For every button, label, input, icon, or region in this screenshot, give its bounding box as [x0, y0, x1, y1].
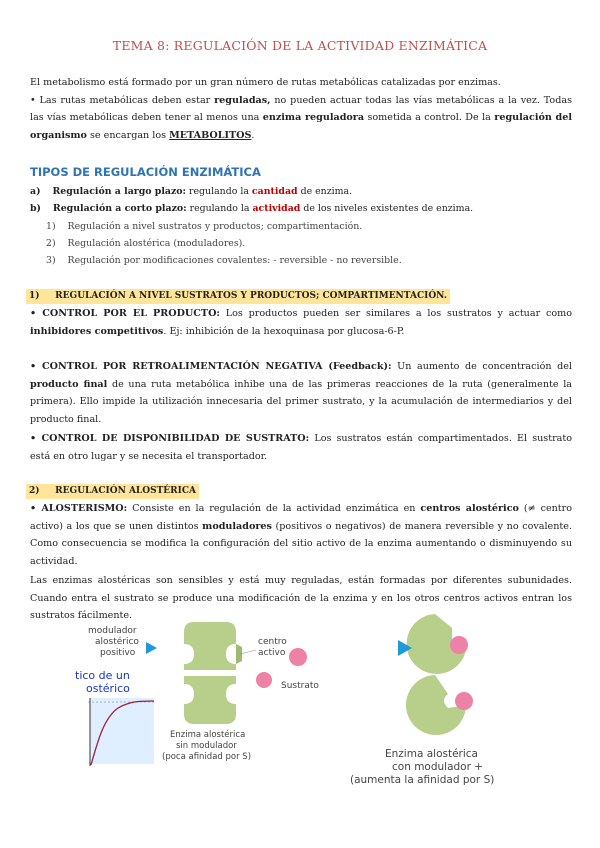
- enzyme-with-modulator: [398, 614, 473, 735]
- substrate-circle-2: [256, 672, 272, 688]
- intro-bold-regulacion: regulación del organismo: [30, 112, 572, 141]
- sub-text: Regulación alostérica (moduladores).: [67, 238, 246, 249]
- fig-caption-1b: sin modulador: [176, 741, 237, 751]
- item-bold: Regulación a corto plazo:: [52, 203, 187, 214]
- item-marker: b): [30, 203, 41, 214]
- fig-sustrato-label: Sustrato: [281, 681, 319, 691]
- tipos-sub-list: [46, 218, 402, 269]
- tipos-heading: TIPOS DE REGULACIÓN ENZIMÁTICA: [30, 165, 261, 179]
- intro-paragraph: [30, 74, 572, 144]
- sub-item: [46, 235, 402, 252]
- centro-pointer: [240, 650, 256, 654]
- intro-text: se encargan los: [86, 129, 170, 141]
- s2-paragraph-2: Las enzimas alostéricas son sensibles y está muy reguladas, están formadas por diferentes subunidades. Cuando entra el sustrato se produce una modificación de la enzima y en los otros centros activos entran los sustratos fácilmente.: [30, 575, 572, 621]
- sub-marker: 1): [46, 221, 56, 232]
- allosteric-enzyme-figure: [0, 610, 600, 848]
- fig-centro-label-2: activo: [258, 648, 286, 658]
- p-text: Consiste en la regulación de la actividad enzimática en: [127, 503, 421, 514]
- fig-mod-label-2: alostérico: [95, 637, 139, 647]
- substrate-bound-1: [450, 636, 468, 654]
- section-2-heading: 2) REGULACIÓN ALOSTÉRICA: [26, 484, 199, 499]
- fig-caption-1a: Enzima alostérica: [170, 730, 246, 740]
- intro-text: .: [251, 129, 255, 141]
- fig-centro-label-1: centro: [258, 637, 287, 647]
- tipos-list: [30, 183, 473, 217]
- fig-mod-label-1: modulador: [88, 626, 137, 636]
- page-title: TEMA 8: REGULACIÓN DE LA ACTIVIDAD ENZIMÁTICA: [112, 38, 488, 53]
- intro-line-2: [30, 92, 572, 145]
- item-bold: Regulación a largo plazo:: [52, 186, 187, 197]
- item-text: de enzima.: [297, 186, 353, 197]
- item-text: regulando la: [186, 203, 253, 214]
- enzyme-without-modulator: [184, 622, 242, 724]
- p-bold: centros alostérico: [420, 503, 519, 514]
- p-bold: moduladores: [202, 520, 272, 532]
- item-red: cantidad: [251, 186, 298, 197]
- sub-item: [46, 252, 402, 269]
- p-bold: inhibidores competitivos: [30, 325, 164, 337]
- fig-caption-2a: Enzima alostérica: [385, 748, 478, 760]
- p-text: de una ruta metabólica inhibe una de las primeras reacciones de la ruta (generalmente la primera). Ello impide la utilización innecesaria del primer sustrato, y la acumulación de intermediarios y del producto final.: [30, 378, 572, 425]
- fig-mod-label-3: positivo: [100, 648, 136, 658]
- substrate-circle-1: [289, 648, 307, 666]
- p-bold: producto final: [30, 378, 108, 390]
- tipos-item-b: [30, 200, 473, 217]
- fig-blue-label-1: tico de un: [75, 669, 130, 682]
- p-text: (positivos o negativos) de manera reversible y no covalente. Como consecuencia se modifica la configuración del sitio activo de la enzima aumentando o disminuyendo su actividad.: [30, 520, 572, 567]
- sub-text: Regulación por modificaciones covalentes: - reversible - no reversible.: [67, 255, 402, 266]
- s1-paragraph-2: [30, 358, 572, 428]
- intro-text: no pueden actuar todas las vías metabólicas a la vez. Todas las vías metabólicas deben tener al menos una: [30, 94, 572, 123]
- graph-background: [90, 698, 154, 764]
- enzyme-subunit-bottom: [184, 676, 236, 724]
- intro-bold-metabolitos: METABOLITOS: [169, 129, 252, 141]
- intro-bold-reguladas: reguladas,: [214, 94, 271, 106]
- p-text: Un aumento de concentración del: [391, 361, 572, 372]
- sub-marker: 2): [46, 238, 56, 249]
- sub-item: [46, 218, 402, 235]
- p-bold: • CONTROL DE DISPONIBILIDAD DE SUSTRATO:: [30, 433, 310, 444]
- intro-bold-enzima: enzima reguladora: [262, 112, 365, 123]
- item-red: actividad: [252, 203, 301, 214]
- sub-text: Regulación a nivel sustratos y productos; compartimentación.: [67, 221, 363, 232]
- p-text: Los sustratos están compartimentados. El sustrato está en otro lugar y se necesita el transportador.: [30, 433, 573, 462]
- s2-paragraph-1: [30, 500, 572, 570]
- enzyme-subunit-top: [184, 622, 236, 670]
- substrate-bound-2: [455, 692, 473, 710]
- tipos-item-a: [30, 183, 473, 200]
- fig-caption-1c: (poca afinidad por S): [162, 752, 252, 762]
- s1-paragraph-3: [30, 430, 572, 465]
- p-text: (≠ centro activo) a los que se unen distintos: [30, 503, 573, 532]
- fig-caption-2c: (aumenta la afinidad por S): [350, 774, 495, 786]
- s1-paragraph-1: [30, 305, 572, 340]
- modulator-triangle-icon: [146, 642, 157, 654]
- fig-blue-label-2: ostérico: [86, 682, 130, 695]
- p-bold: • ALOSTERISMO:: [30, 503, 128, 514]
- item-text: de los niveles existentes de enzima.: [300, 203, 474, 214]
- saturation-graph: [88, 698, 154, 766]
- intro-text: • Las rutas metabólicas deben estar: [30, 94, 215, 106]
- item-text: regulando la: [186, 186, 252, 197]
- fig-caption-2b: con modulador +: [392, 761, 484, 773]
- intro-text: sometida a control. De la: [364, 112, 495, 123]
- p-text: . Ej: inhibición de la hexoquinasa por glucosa-6-P.: [163, 325, 405, 337]
- section-1-heading: 1) REGULACIÓN A NIVEL SUSTRATOS Y PRODUCTOS; COMPARTIMENTACIÓN.: [26, 289, 450, 304]
- p-bold: • CONTROL POR EL PRODUCTO:: [30, 308, 220, 319]
- p-text: Los productos pueden ser similares a los sustratos y actuar como: [219, 308, 572, 319]
- intro-line-1: El metabolismo está formado por un gran número de rutas metabólicas catalizadas por enzimas.: [30, 77, 501, 88]
- sub-marker: 3): [46, 255, 56, 266]
- item-marker: a): [30, 186, 41, 197]
- p-bold: • CONTROL POR RETROALIMENTACIÓN NEGATIVA (Feedback):: [30, 361, 392, 372]
